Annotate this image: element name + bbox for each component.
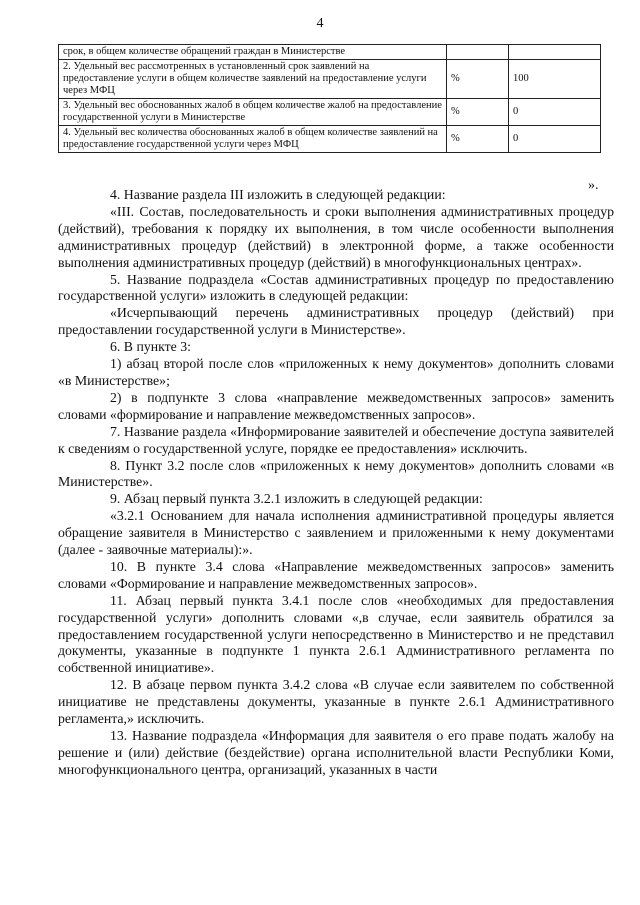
indicators-table [58, 44, 601, 153]
paragraph: 8. Пункт 3.2 после слов «приложенных к нему документов» дополнить словами «в Министерстве». [58, 457, 614, 490]
paragraph: «3.2.1 Основанием для начала исполнения административной процедуры является обращение заявителя в Министерство с заявлением и приложенными к нему документами (далее - заявочные материалы):». [58, 508, 614, 558]
closing-quote: ». [588, 178, 599, 193]
indicator-unit [447, 45, 509, 60]
indicator-text: срок, в общем количестве обращений граждан в Министерстве [59, 45, 447, 60]
table-row [59, 99, 601, 126]
paragraph: 12. В абзаце первом пункта 3.4.2 слова «В случае если заявителем по собственной инициативе не представлены документы, указанные в пункте 2.6.1 Административного регламента,» исключить. [58, 677, 614, 727]
paragraph: 4. Название раздела III изложить в следующей редакции: [110, 187, 446, 202]
indicator-value: 0 [509, 126, 601, 153]
paragraph: 11. Абзац первый пункта 3.4.1 после слов «необходимых для предоставления государственной услуги» дополнить словами «,в случае, если заявитель обратился за предоставлением государственной услуги непосредственно в Министерство и не представил документы, указанные в подпункте 1 пункта 2.6.1 Административного регламента по собственной инициативе». [58, 592, 614, 676]
paragraph: «III. Состав, последовательность и сроки выполнения административных процедур (действий), требования к порядку их выполнения, в том числе особенности выполнения административных процедур (действий) в электронной форме, а также особенности выполнения административных процедур (действий) в многофункциональных центрах». [58, 203, 614, 270]
paragraph: 5. Название подраздела «Состав административных процедур по предоставлению государственной услуги» изложить в следующей редакции: [58, 271, 614, 304]
indicator-text: 2. Удельный вес рассмотренных в установленный срок заявлений на предоставление услуги в общем количестве заявлений на предоставление услуги через МФЦ [59, 60, 447, 99]
indicator-text: 3. Удельный вес обоснованных жалоб в общем количестве жалоб на предоставление государственной услуги в Министерстве [59, 99, 447, 126]
indicator-value: 0 [509, 99, 601, 126]
indicator-unit: % [447, 99, 509, 126]
table-row [59, 126, 601, 153]
indicator-value: 100 [509, 60, 601, 99]
body-text [58, 187, 614, 779]
paragraph: 1) абзац второй после слов «приложенных к нему документов» дополнить словами «в Министерстве»; [58, 356, 614, 388]
indicator-text: 4. Удельный вес количества обоснованных жалоб в общем количестве заявлений на предоставление государственной услуги через МФЦ [59, 126, 447, 153]
paragraph: «Исчерпывающий перечень административных процедур (действий) при предоставлении государственной услуги в Министерстве». [58, 305, 614, 338]
paragraph: 7. Название раздела «Информирование заявителей и обеспечение доступа заявителей к сведениям о государственной услуге, порядке ее предоставления» исключить. [58, 423, 614, 456]
paragraph: 10. В пункте 3.4 слова «Направление межведомственных запросов» заменить словами «Формирование и направление межведомственных запросов». [58, 558, 614, 591]
paragraph: 6. В пункте 3: [110, 339, 191, 355]
paragraph: 9. Абзац первый пункта 3.2.1 изложить в следующей редакции: [110, 491, 483, 507]
table-row [59, 45, 601, 60]
indicator-unit: % [447, 60, 509, 99]
paragraph: 2) в подпункте 3 слова «направление межведомственных запросов» заменить словами «формирование и направление межведомственных запросов». [58, 389, 614, 422]
page-number: 4 [316, 16, 324, 31]
paragraph: 13. Название подраздела «Информация для заявителя о его праве подать жалобу на решение и (или) действие (бездействие) органа исполнительной власти Республики Коми, многофункционального центра, организаций, указанных в части [58, 728, 614, 777]
indicator-unit: % [447, 126, 509, 153]
table-row [59, 60, 601, 99]
indicator-value [509, 45, 601, 60]
